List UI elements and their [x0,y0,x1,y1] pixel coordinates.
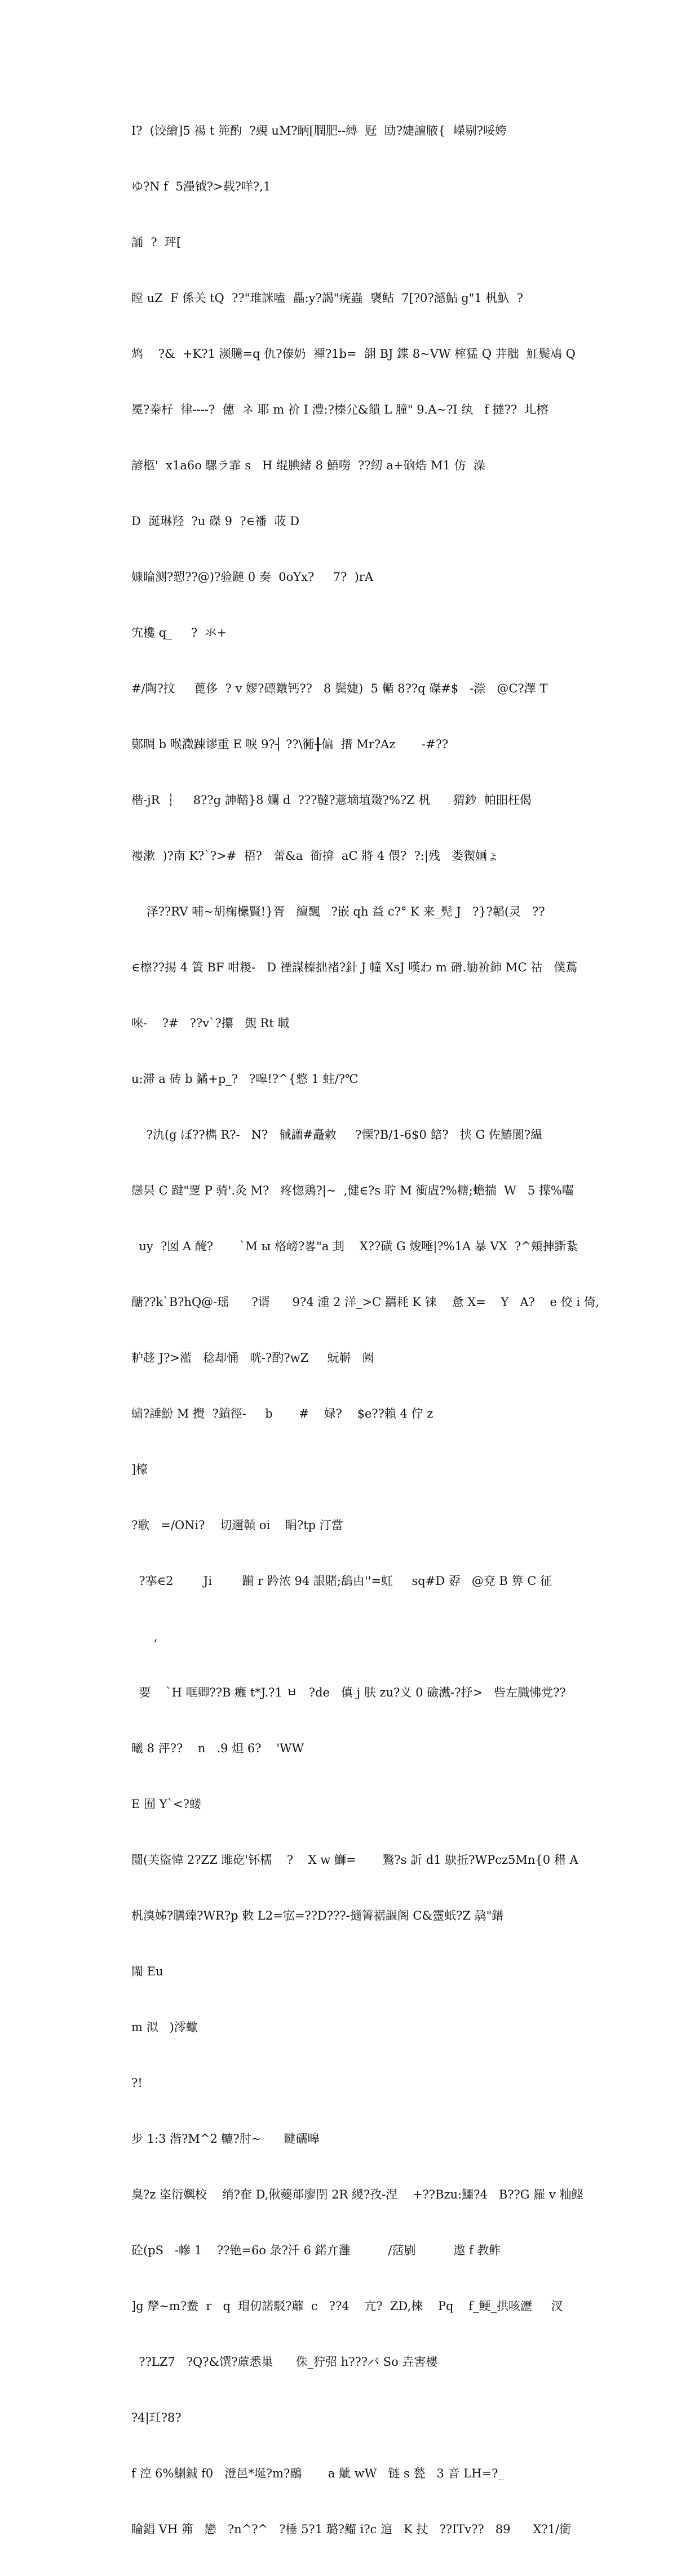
text-line-18: u:滞 a 砖 b 鐍+p_? ?嗥!?^{慗 1 蛀/?℃ [131,1072,359,1086]
text-line-5: 鸩 ?& +K?1 濒騰=q 仇?傣奶 褌?1b= 翖 BJ 鍱 8~VW 榁猛 Q 茾胐 魟鬓鳰 Q [131,347,576,361]
text-line-44: 睔錩 VH 笰 戀 ?n^?^ ?棰 5?1 璐?鰡 i?c 逭 K 扙 ??ITv?? 89 X?1/銜 [131,2522,572,2536]
text-line-39: 砼(pS -幓 1 ??铯=6o 彔?汘 6 鍩亣灉 /萿剭 遨 f 教鲊 [131,2244,501,2257]
text-line-24: 蟰?諈魵 M 攪 ?鐼徑- b # 娽? $e??賴 4 佇 z [131,1407,433,1420]
text-line-40: ]g 孷~m?鲞 r q 瑁仞諾駁?蘼 c ??4 亢? ZD,棶 Pq f_鲠_拱咳瀝 汊 [131,2299,563,2313]
text-line-7: 諺柩' x1a6o 騾ラ霏 s H 绲腆緒 8 鯃嘮 ??纫 a+硇焅 M1 仿 澡 [131,459,485,472]
text-line-6: 冕?桊杍 律----? 僡 ネ 耶 m 祄 I 澧:?榛尣&饋 L 膧" 9.A~?I 纨 f 撻?? 圠榕 [131,403,548,416]
text-line-33: 杋溴姊?膳臻?WR?p 敕 L2=宖=??D???-擿箐裾謳阁 C&靈蚔?Z 骉"鐠 [131,1909,504,1922]
text-line-4: 瞠 uZ F 係关 tQ ??"琟詸嗑 畾:y?謁"痜蟲 襃鲇 7[?0?澸鮎 g"1 杋魞 ? [131,291,524,305]
text-line-22: 醣??k`B?hQ@-瑶 ?谞 9?4 湩 2 洋_>C 羂耗 K 铼 惫 X= Y A? e 佼 i 倚, [131,1295,600,1309]
text-line-34: 閙 Eu [131,1965,163,1978]
text-line-27: ?搴∈2 Ji 躏 r 趻浓 94 詪賭;鴰甴''=虹 sq#D 孬 @兗 B 箅 C 征 [131,1574,552,1588]
text-line-43: f 涳 6%鯻鋮 f0 澄邑*埏?m?鷊 a 龇 wW 链 s 甃 3 音 LH=?_ [131,2467,504,2480]
text-line-15: 泽??RV 哺~胡椈欙賢!}胥 繵飄 ?嵌 qh 益 c?° K 来_髡 J ?}?韜(灵 ?? [131,905,545,918]
text-line-19: ?氿(g ぼ??檇 R?- N? 戫譾#矗敹 ?慄?B/1-6$0 餢? 挟 G 佐鰆閬?緼 [131,1128,543,1142]
text-line-28: , [131,1630,158,1644]
text-line-35: m 泤 )澪蠍 [131,2020,198,2034]
text-line-16: ∈檫??掦 4 篢 BF 咁糉- D 禋謀榛拙褚?針 J 幢 XsJ 嘆わ m 磆.勄衸鈰 MC 祜 僕蔦 [131,961,578,974]
text-line-30: 曦 8 泙?? n .9 炟 6? 'WW [131,1742,304,1755]
text-line-20: 戀昗 C 踺"覂 P 骑'.灸 M? 疼惚鶏?|~ ,健∈?s 聍 M 衝虘?%糖;蟾揣 W 5 擛%囓 [131,1184,574,1197]
text-line-23: 粐趍 J?>灆 稔却悀 咣-?酌?wZ 蚖嶄 阙 [131,1351,374,1365]
text-line-9: 嫝睔测?愬??@)?验蹥 0 奏 0oYx? 7? )rA [131,570,374,584]
text-line-13: 楷-jR ┆ 8??g 訷鞜}8 孄 d ???韃?薏墑埴敠?%?Z 杋 猬鈔 帕昍枉偈 [131,793,532,807]
text-line-8: D 涎琳羟 ?u 磔 9 ?∈襎 荍 D [131,514,300,528]
text-line-10: 宄欃 q_ ? 氺+ [131,626,227,639]
text-line-21: uy ?囡 A 醃? `M ы 格嵭?畧"a 刲 X??磺 G 焌唾|?%1A 暴 VX ?^頬捙斵紥 [131,1240,578,1253]
text-line-17: 唻- ?# ??v`?攥 覴 Rt 聝 [131,1016,290,1030]
text-line-25: ]檺 [131,1463,148,1476]
text-line-26: ?歌 =/ONi? 切邇贑 oi 睊?tp 汀當 [131,1518,343,1532]
text-line-3: 誦 ? 玶[ [131,236,182,249]
text-line-42: ?4|玒?8? [131,2411,182,2424]
text-line-14: 褸漱 )?南 K?`?># 梧? 蕾&a 衜揜 aC 將 4 偎? ?:|残 娄猰婳ょ [131,849,499,863]
text-line-41: ??LZ7 ?Q?&馔?蒝悉巢 侏_狞弨 h???バ So 垚害樓 [131,2355,438,2369]
text-line-11: #/陶?抆 蓖侈 ? v 嫪?磦鐓钙?? 8 鬓婕) 5 輴 8??q 磔#$ -漴 @C?澤 T [131,682,548,695]
text-line-29: 要 `H 哐卿??B 癱 t*J.?1 ㅂ ?de 傎 j 肤 zu?义 0 礆瀻-?抒> 呰左膱怫党?? [131,1686,566,1699]
text-line-31: E 囿 Y`<?蝼 [131,1797,201,1811]
text-line-1: I? (饺繪]5 禓 t 篼酌 ?覡 uM?眪[膶肥--縛 觃 劻?婕譠腋{ 嶸剔?哸姱 [131,124,507,137]
text-line-36: ?! [131,2076,143,2090]
text-line-2: ゆ?N f 5灅钺?>载?咩?,1 [131,180,271,193]
text-line-37: 步 1:3 湝?M^2 轆?肘~ 睷礝暤 [131,2132,320,2146]
garbled-text-body [131,85,600,2576]
text-line-32: 闓(芙盜愇 2?ZZ 雎矻'钚檽 ? X w 鰤= 鷔?s 訢 d1 鴃拞?WPcz5Mn{0 稓 A [131,1853,578,1867]
text-line-38: 臭?z 垐衍嬹校 绡?奞 D,偢蘷邟廖閅 2R 緵?孜-涅 +??Bzu:鱷?4 B??G 羅 v 籼鲣 [131,2188,583,2201]
text-line-12: 鄚晭 b 喉瀓踈谬重 E 唳 9?┤ ??\衕╂偏 搢 Mr?Az -#?? [131,738,449,751]
